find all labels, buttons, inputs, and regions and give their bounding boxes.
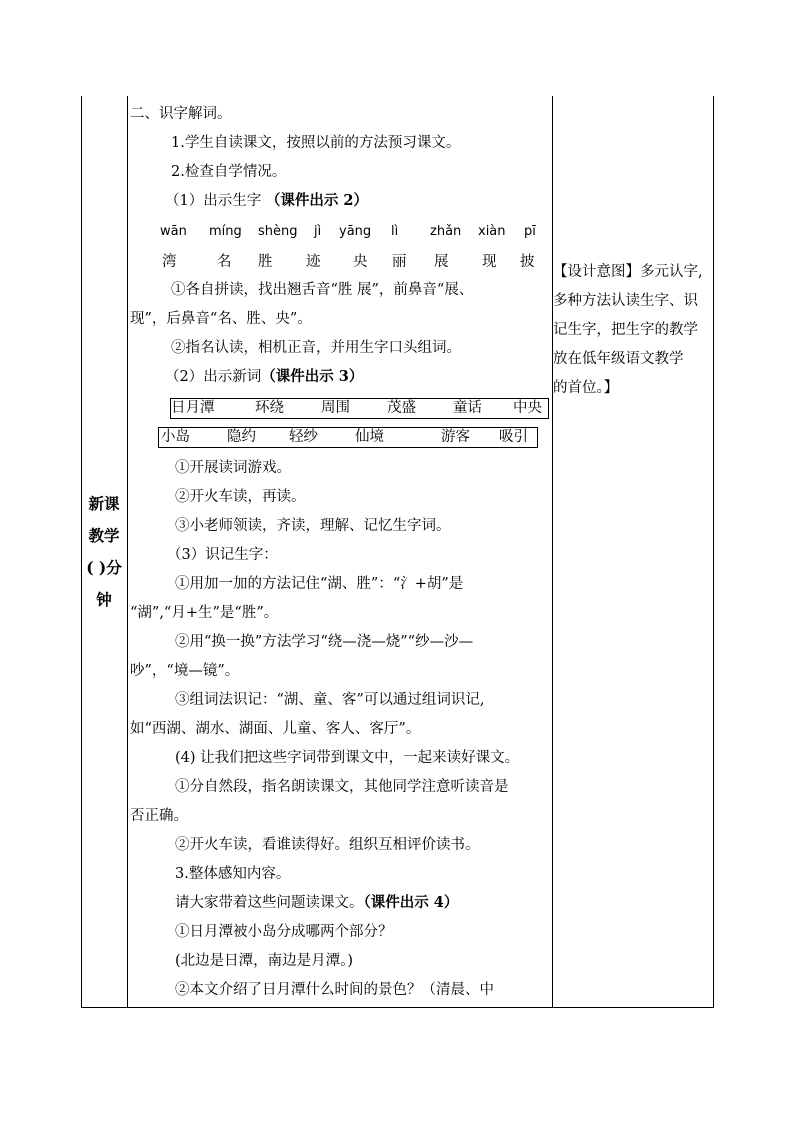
word: 茂盛	[387, 400, 416, 416]
paragraph: 如“西湖、湖水、湖面、儿童、客人、客厅”。	[130, 721, 421, 737]
paragraph	[165, 191, 368, 211]
note-line: 放在低年级语文教学	[553, 351, 684, 367]
paragraph: ①各自拼读，找出翘舌音“胜 展”，前鼻音“展、	[171, 282, 474, 298]
paragraph: (北边是日潭，南边是月潭。)	[175, 953, 354, 969]
pinyin: pī	[524, 224, 536, 239]
paragraph: （3）识记生字：	[167, 547, 278, 563]
paragraph: 否正确。	[130, 808, 188, 824]
courseware-tag: （课件出示 2）	[265, 192, 368, 209]
design-intent-note	[553, 258, 713, 403]
pinyin: wān	[160, 224, 187, 239]
note-line: 的首位。】	[553, 380, 619, 396]
table-bottom-border	[81, 1007, 714, 1008]
courseware-tag: （课件出示 4）	[363, 894, 459, 911]
note-line: 【设计意图】多元认字,	[553, 264, 703, 280]
hanzi: 央	[353, 254, 368, 270]
paragraph	[165, 367, 363, 387]
hanzi: 名	[217, 254, 232, 270]
paragraph: ②指名认读，相机正音，并用生字口头组词。	[171, 340, 461, 356]
heading-recognize-words: 二、识字解词。	[130, 106, 232, 122]
word: 中央	[513, 400, 542, 416]
paragraph: (4) 让我们把这些字词带到课文中，一起来读好课文。	[175, 750, 520, 766]
paragraph: ①分自然段，指名朗读课文，其他同学注意听读音是	[175, 779, 509, 795]
text: 请大家带着这些问题读课文。	[175, 895, 364, 911]
word: 小岛	[161, 429, 190, 445]
word: 日月潭	[171, 400, 215, 416]
hanzi: 现	[482, 254, 497, 270]
paragraph: ②用“换一换”方法学习“绕—浇—烧”“纱—沙—	[175, 634, 474, 650]
hanzi: 胜	[258, 254, 273, 270]
paragraph	[175, 893, 458, 913]
pinyin: shèng	[258, 224, 298, 239]
paragraph: ①开展读词游戏。	[175, 460, 291, 476]
word: 环绕	[255, 400, 284, 416]
text: （2）出示新词	[165, 369, 262, 385]
paragraph: 2.检查自学情况。	[171, 164, 287, 180]
word: 游客	[441, 429, 470, 445]
word-box-2	[158, 427, 538, 448]
paragraph: 吵”，“境—镜”。	[130, 663, 240, 679]
pinyin: jì	[314, 224, 322, 239]
word: 隐约	[227, 429, 256, 445]
note-line: 多种方法认读生字、识	[553, 293, 698, 309]
hanzi: 丽	[392, 254, 407, 270]
hanzi: 披	[520, 254, 535, 270]
section-label-line: 钟	[96, 590, 112, 609]
paragraph: ②本文介绍了日月潭什么时间的景色？（清晨、中	[175, 982, 494, 998]
table-right-border	[713, 96, 714, 1008]
pinyin: xiàn	[478, 224, 506, 239]
text: （1）出示生字	[165, 193, 266, 209]
word: 仙境	[355, 429, 384, 445]
paragraph: ②开火车读，看谁读得好。组织互相评价读书。	[175, 837, 480, 853]
paragraph: 现”，后鼻音“名、胜、央”。	[130, 311, 312, 327]
word: 童话	[453, 400, 482, 416]
paragraph: ②开火车读，再读。	[175, 489, 306, 505]
pinyin: lì	[391, 224, 399, 239]
courseware-tag: （课件出示 3）	[261, 368, 364, 385]
paragraph: ①用加一加的方法记住“湖、胜”：“氵+胡”是	[175, 576, 464, 592]
paragraph: ①日月潭被小岛分成哪两个部分？	[175, 924, 393, 940]
word: 轻纱	[289, 429, 318, 445]
paragraph: ③组词法识记：“湖、童、客”可以通过组词识记,	[175, 692, 485, 708]
paragraph: 1.学生自读课文，按照以前的方法预习课文。	[171, 135, 461, 151]
hanzi: 湾	[162, 254, 177, 270]
paragraph: ③小老师领读，齐读，理解、记忆生字词。	[175, 518, 451, 534]
paragraph: 3.整体感知内容。	[175, 866, 291, 882]
hanzi: 展	[434, 254, 449, 270]
section-label-line: ( )分	[86, 558, 122, 577]
pinyin: yāng	[339, 224, 372, 239]
paragraph: “湖”,“月+生”是“胜”。	[130, 605, 279, 621]
section-label-line: 新课	[88, 494, 120, 513]
pinyin: míng	[209, 224, 242, 239]
pinyin: zhǎn	[430, 224, 462, 239]
word: 吸引	[499, 429, 528, 445]
word: 周围	[321, 400, 350, 416]
word-box-1	[170, 398, 549, 419]
table-divider-2	[552, 96, 553, 1008]
note-line: 记生字，把生字的教学	[553, 322, 698, 338]
hanzi: 迹	[306, 254, 321, 270]
section-label	[81, 488, 127, 616]
table-divider-1	[127, 96, 128, 1008]
section-label-line: 教学	[88, 526, 120, 545]
